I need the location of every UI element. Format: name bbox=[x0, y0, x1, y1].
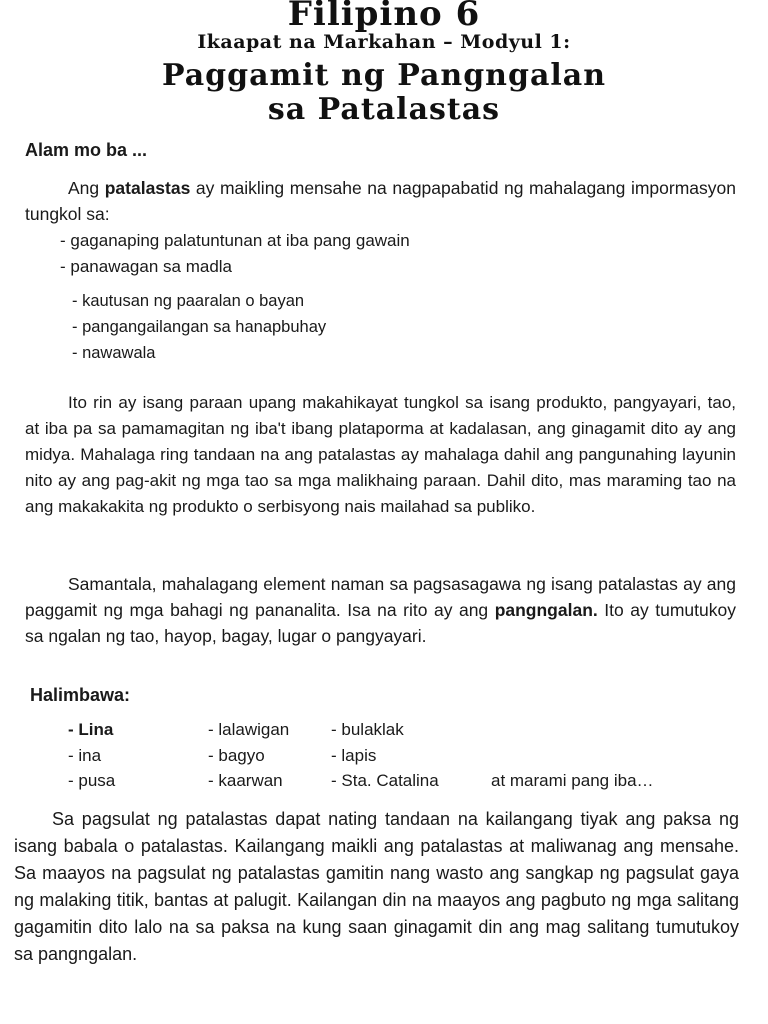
intro-paragraph bbox=[25, 175, 736, 227]
paragraph-4: Sa pagsulat ng patalastas dapat nating tandaan na kailangang tiyak ang paksa ng isang babala o patalastas. Kailangang maikli ang patalastas at maliwanag ang mensahe. Sa maayos na pagsulat ng patalastas gamitin nang wasto ang sangkap ng pagsulat gaya ng malaking titik, bantas at palugit. Kailangan din na maayos ang pagbuto ng mga salitang gagamitin dito lalo na sa paksa na kung saan ginagamit din ang mag salitang tumutukoy sa pangngalan. bbox=[14, 809, 739, 964]
module-title: Filipino 6 bbox=[287, 0, 481, 34]
example-word: - pusa bbox=[68, 771, 116, 790]
term-patalastas: patalastas bbox=[104, 178, 191, 198]
intro-text-start: Ang bbox=[68, 178, 105, 198]
list-item: - gaganaping palatuntunan at iba pang gawain bbox=[60, 231, 410, 250]
topic-list-b bbox=[72, 288, 326, 366]
example-word: - lalawigan bbox=[208, 720, 290, 739]
example-word: - lapis bbox=[331, 746, 377, 765]
paragraph-3 bbox=[25, 571, 736, 649]
example-word: - Sta. Catalina bbox=[331, 771, 439, 790]
topic-list-a bbox=[60, 228, 410, 280]
list-item: - pangangailangan sa hanapbuhay bbox=[72, 318, 327, 336]
examples-heading: Halimbawa: bbox=[30, 685, 131, 705]
example-word: - bulaklak bbox=[331, 720, 404, 739]
example-person bbox=[68, 717, 113, 742]
list-item: - panawagan sa madla bbox=[60, 257, 233, 276]
module-subtitle: Ikaapat na Markahan – Modyul 1: bbox=[197, 31, 571, 53]
example-word: - bagyo bbox=[208, 746, 265, 765]
intro-text-end: ay maikling mensahe na nagpapabatid ng mahalagang impormasyon tungkol sa: bbox=[25, 178, 736, 224]
paragraph-3-end: Ito ay tumutukoy sa ngalan ng tao, hayop, bagay, lugar o pangyayari. bbox=[25, 600, 736, 646]
lesson-title-line-2: sa Patalastas bbox=[267, 92, 501, 127]
lesson-title-line-1: Paggamit ng Pangngalan bbox=[161, 58, 607, 93]
list-item: - kautusan ng paaralan o bayan bbox=[72, 292, 305, 310]
paragraph-3-start: Samantala, mahalagang element naman sa pagsasagawa ng isang patalastas ay ang paggamit ng mga bahagi ng pananalita. Isa na rito ay ang bbox=[25, 574, 736, 620]
example-word: - Lina bbox=[68, 720, 114, 739]
examples-extra-note: at marami pang iba… bbox=[491, 771, 654, 790]
intro-heading: Alam mo ba ... bbox=[25, 140, 148, 160]
list-item: - nawawala bbox=[72, 344, 156, 362]
term-pangngalan: pangngalan. bbox=[494, 600, 598, 620]
example-word: - ina bbox=[68, 746, 102, 765]
paragraph-2: Ito rin ay isang paraan upang makahikayat tungkol sa isang produkto, pangyayari, tao, at iba pa sa pamamagitan ng iba't ibang plataporma at kadalasan, ang ginagamit dito ay ang midya. Mahalaga ring tandaan na ang patalastas ay mahalaga dahil ang pangunahing layunin nito ay ang pag-akit ng mga tao sa mga malikhaing paraan. Dahil dito, mas maraming tao na ang makakakita ng produkto o serbisyong nais mailahad sa publiko. bbox=[25, 393, 736, 516]
example-word: - kaarwan bbox=[208, 771, 283, 790]
